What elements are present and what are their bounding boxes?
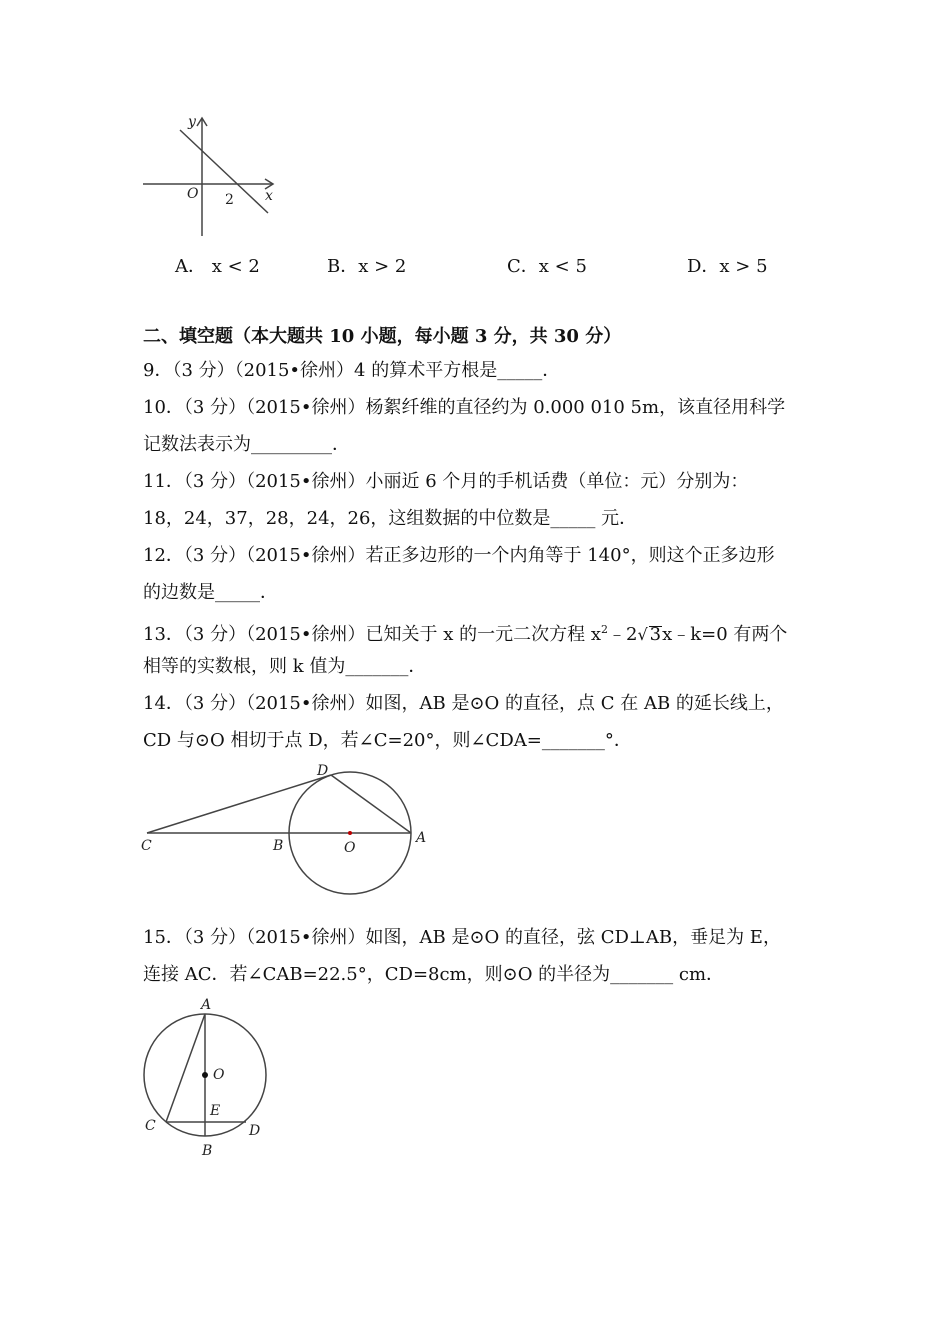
y-label: y — [188, 114, 196, 130]
question-13-line1: 13．（3 分）（2015•徐州）已知关于 x 的一元二次方程 $x^2﹣2√$ 3x﹣k=0 有两个 — [143, 623, 788, 645]
question-12-line2: 的边数是_____． — [143, 582, 278, 603]
chord-da — [331, 775, 411, 833]
q13-prefix: 13．（3 分）（2015•徐州）已知关于 x 的一元二次方程 x — [143, 624, 601, 645]
label-a: A — [416, 830, 427, 846]
label-o: O — [213, 1067, 225, 1083]
q14-figure — [135, 758, 435, 898]
x-label: x — [265, 188, 273, 204]
question-15-line1: 15．（3 分）（2015•徐州）如图，AB 是⊙O 的直径，弦 CD⊥AB，垂足为 E， — [143, 927, 781, 948]
intercept-label: 2 — [225, 192, 234, 208]
label-a: A — [201, 997, 212, 1013]
label-b: B — [202, 1143, 213, 1159]
label-c: C — [145, 1118, 156, 1134]
question-13-line2: 相等的实数根，则 k 值为_______． — [143, 656, 427, 677]
center-dot — [202, 1072, 208, 1078]
q13-exponent: 2 — [600, 623, 608, 636]
label-c: C — [141, 838, 152, 854]
label-e: E — [210, 1103, 221, 1119]
q15-figure — [135, 995, 285, 1165]
tangent-cd — [147, 775, 331, 833]
section-heading: 二、填空题（本大题共 10 小题，每小题 3 分，共 30 分） — [143, 326, 622, 347]
question-14-line1: 14．（3 分）（2015•徐州）如图，AB 是⊙O 的直径，点 C 在 AB 的延长线上， — [143, 693, 784, 714]
q13-mid: ﹣2 — [607, 624, 638, 645]
question-15-line2: 连接 AC．若∠CAB=22.5°，CD=8cm，则⊙O 的半径为_______ cm． — [143, 964, 725, 985]
question-12-line1: 12．（3 分）（2015•徐州）若正多边形的一个内角等于 140°，则这个正多边形 — [143, 545, 775, 566]
center-dot — [348, 831, 352, 835]
choice-a: A． x < 2 — [175, 256, 260, 277]
label-b: B — [273, 838, 284, 854]
label-d: D — [249, 1123, 261, 1139]
label-o: O — [344, 840, 356, 856]
question-10-line2: 记数法表示为_________． — [143, 434, 350, 455]
q13-suffix: x﹣k=0 有两个 — [662, 624, 788, 645]
choice-b: B．x > 2 — [327, 256, 407, 277]
segment-ac — [166, 1014, 205, 1122]
choice-c: C．x < 5 — [507, 256, 587, 277]
question-11-line2: 18，24，37，28，24，26，这组数据的中位数是_____ 元． — [143, 508, 638, 529]
origin-label: O — [187, 186, 199, 202]
question-9: 9．（3 分）（2015•徐州）4 的算术平方根是_____． — [143, 360, 561, 381]
question-11-line1: 11．（3 分）（2015•徐州）小丽近 6 个月的手机话费（单位：元）分别为： — [143, 471, 749, 492]
choice-d: D．x > 5 — [687, 256, 768, 277]
q13-radicand: 3 — [649, 624, 662, 645]
question-10-line1: 10．（3 分）（2015•徐州）杨絮纤维的直径约为 0.000 010 5m，该直径用科学 — [143, 397, 786, 418]
question-14-line2: CD 与⊙O 相切于点 D，若∠C=20°，则∠CDA=_______°． — [143, 730, 632, 751]
q8-graph — [135, 110, 285, 245]
label-d: D — [317, 763, 329, 779]
